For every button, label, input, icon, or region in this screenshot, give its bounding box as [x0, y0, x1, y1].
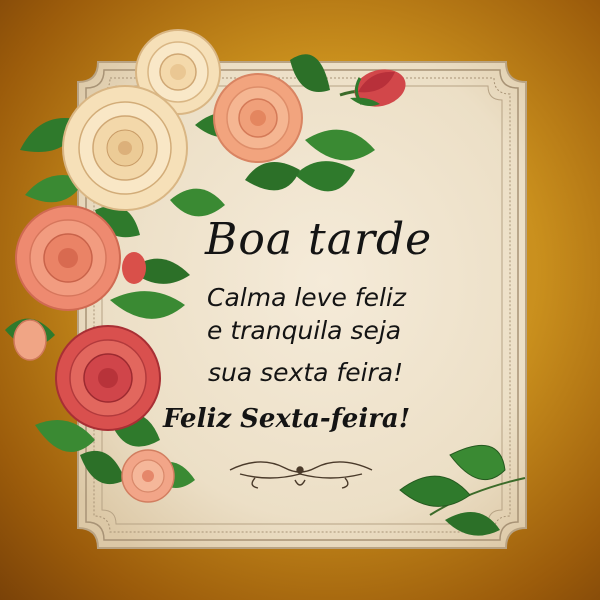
message-line-1: Calma leve feliz	[207, 283, 406, 312]
closing-greeting: Feliz Sexta-feira!	[163, 404, 411, 434]
rose-peach-small	[122, 450, 174, 502]
rose-coral	[16, 206, 120, 310]
message-line-3: sua sexta feira!	[208, 358, 404, 387]
rose-peach	[214, 74, 302, 162]
rose-cream-large	[63, 86, 187, 210]
rose-red	[56, 326, 160, 430]
bottom-right-leaves	[400, 445, 525, 535]
greeting-title: Boa tarde	[205, 214, 433, 265]
message-line-2: e tranquila seja	[207, 316, 402, 345]
rosebud	[350, 64, 410, 112]
ornament-divider	[230, 462, 372, 488]
